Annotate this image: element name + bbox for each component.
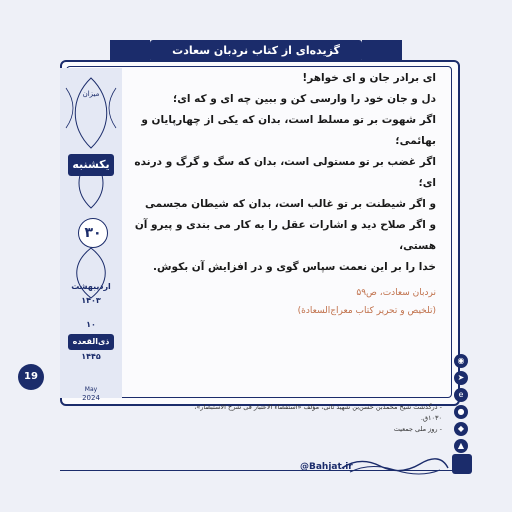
footnote-item: - درگذشت شیخ محمدبن حسن‌بن شهید ثانی، مؤلف «استقصاء الاعتبار فی شرح الاستبصار»، ۱۰۳۰ق. [194,403,442,422]
quote-source: نردبان سعادت، ص۵۹ [356,288,436,298]
quote-line: خدا را بر این نعمت سپاس گوی و در افزایش آن بکوش. [153,261,436,273]
quote-line: دل و جان خود را وارسی کن و ببین چه ای و که ای؛ [173,93,436,105]
quote-text [130,68,436,316]
footnote-item: - روز ملی جمعیت [393,425,442,433]
social-handle[interactable]: @Bahjat.ir [300,462,353,472]
quote-line: و اگر صلاح دید و اشارات عقل را به کار می بندی و پیرو آن هستی، [134,219,436,252]
calendar-column [60,68,122,398]
quote-summary: (تلخیص و تحریر کتاب معراج‌السعادة) [297,306,436,316]
calendar-top-label: میزان [82,90,100,98]
quote-line: اگر شهوت بر تو مسلط است، بدان که یکی از چهارپایان و بهائمی؛ [141,114,436,147]
day-number: ۳۰ [78,218,108,248]
rubika-icon[interactable]: ▲ [454,439,468,453]
hijri-year: ۱۴۴۵ [81,352,101,361]
quote-line: و اگر شیطنت بر تو غالب است، بدان که شیطان مجسمی [145,198,436,210]
weekday-pill: یکشنبه [68,154,114,176]
gregorian-day: 19 [18,364,44,390]
bale-icon[interactable]: ◆ [454,422,468,436]
instagram-icon[interactable]: ◉ [454,354,468,368]
telegram-icon[interactable]: ➤ [454,371,468,385]
logo-icon [452,454,472,474]
header-wing-left [110,40,150,62]
calligraphy-logo-icon [340,454,450,476]
social-icons [454,354,468,456]
hijri-day: ۱۰ [86,320,96,329]
persian-month: اردیبهشت [71,282,111,291]
hijri-month: ذی‌القعده [68,334,114,350]
footnotes [180,402,442,435]
web-icon[interactable]: ● [454,405,468,419]
gregorian-year: 2024 [82,394,100,402]
header-wing-right [362,40,402,62]
gregorian-month: May [84,386,98,393]
header-title: گزیده‌ای از کتاب نردبان سعادت [172,44,340,57]
persian-year: ۱۴۰۳ [81,296,101,305]
eitaa-icon[interactable]: e [454,388,468,402]
quote-line: ای برادر جان و ای خواهر! [302,72,436,84]
quote-line: اگر غضب بر تو مستولی است، بدان که سگ و گرگ و درنده ای؛ [134,156,436,189]
